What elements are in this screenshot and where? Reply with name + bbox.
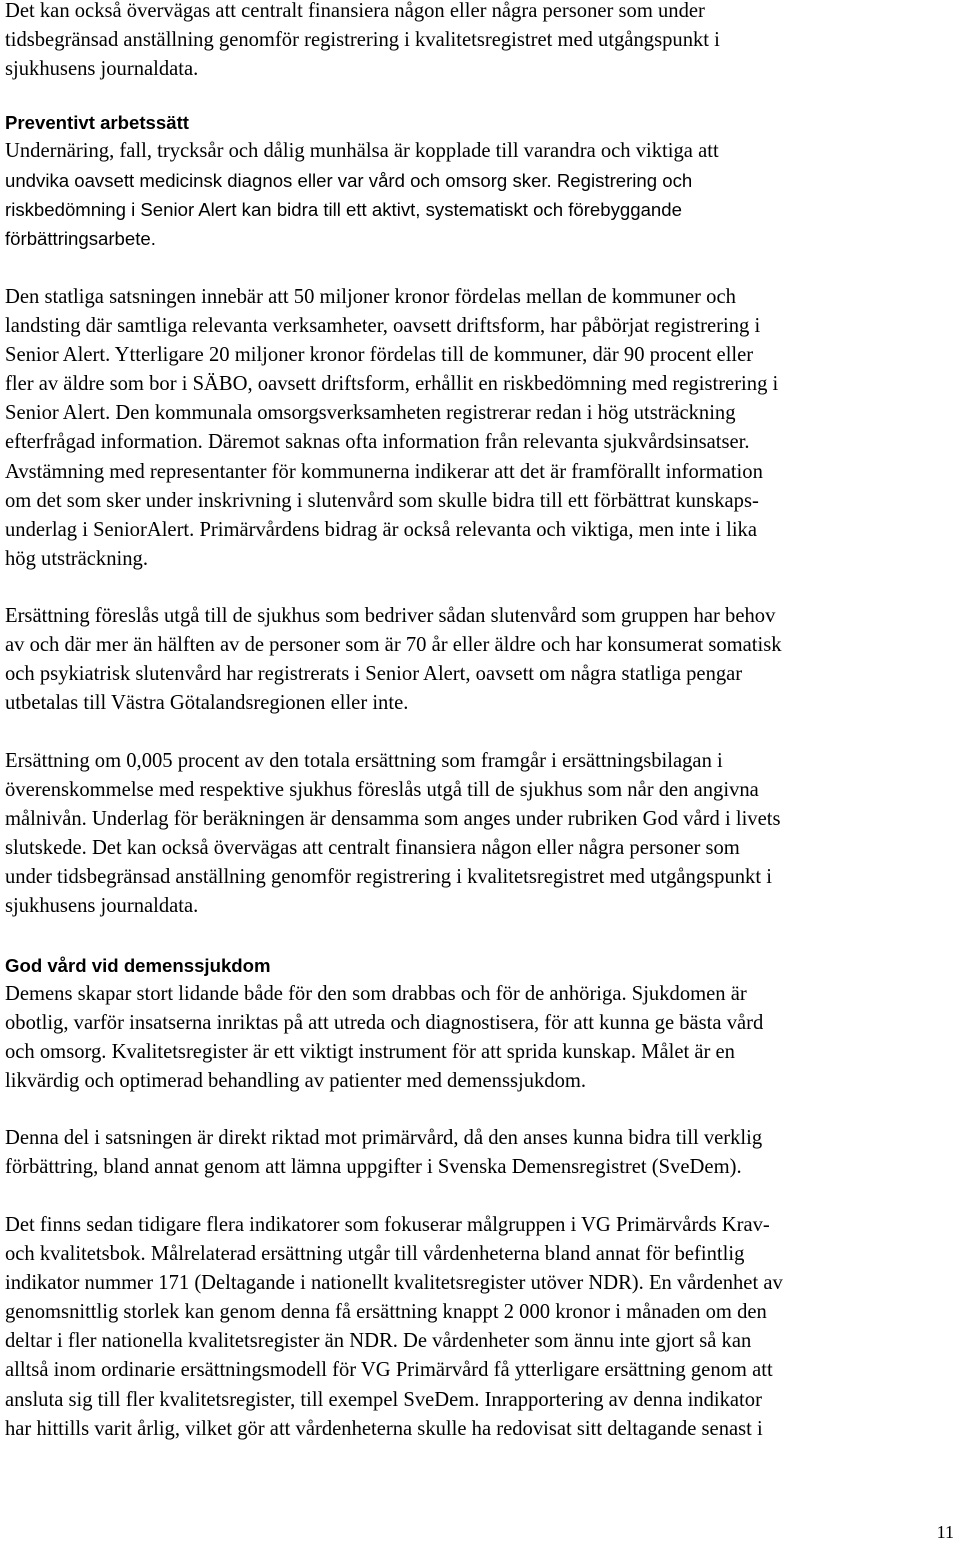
text-line: förbättring, bland annat genom att lämna uppgifter i Svenska Demensregistret (SveDem). xyxy=(5,1156,742,1179)
text-line: och psykiatrisk slutenvård har registrerats i Senior Alert, oavsett om några statliga pengar xyxy=(5,663,743,686)
text-line: underlag i SeniorAlert. Primärvårdens bidrag är också relevanta och viktiga, men inte i lika xyxy=(5,518,757,541)
text-line: förbättringsarbete. xyxy=(5,228,156,250)
text-line: ansluta sig till fler kvalitetsregister, till exempel SveDem. Inrapportering av denna indikator xyxy=(5,1388,762,1411)
text-line: Demens skapar stort lidande både för den som drabbas och för de anhöriga. Sjukdomen är xyxy=(5,983,747,1005)
section-heading-dementia: God vård vid demenssjukdom xyxy=(5,955,271,976)
text-line: målnivån. Underlag för beräkningen är densamma som anges under rubriken God vård i livets xyxy=(5,808,781,831)
intro-paragraph xyxy=(5,0,957,84)
text-line: Denna del i satsningen är direkt riktad mot primärvård, då den anses kunna bidra till verklig xyxy=(5,1127,763,1149)
text-line: Avstämning med representanter för kommunerna indikerar att det är framförallt information xyxy=(5,460,763,483)
text-line: deltar i fler nationella kvalitetsregister än NDR. De vårdenheter som ännu inte gjort så kan xyxy=(5,1330,752,1353)
dementia-paragraph xyxy=(5,980,957,1096)
text-line: indikator nummer 171 (Deltagande i nationellt kvalitetsregister utöver NDR). En vårdenhet av xyxy=(5,1272,783,1295)
text-line: under tidsbegränsad anställning genomför registrering i kvalitetsregistret med utgångspunkt i xyxy=(5,866,772,889)
text-line: sjukhusens journaldata. xyxy=(5,895,199,918)
indicators-paragraph xyxy=(5,1211,957,1444)
preventive-paragraph xyxy=(5,137,957,253)
text-line: Senior Alert. Den kommunala omsorgsverksamheten registrerar redan i hög utsträckning xyxy=(5,402,736,425)
section-heading-preventive: Preventivt arbetssätt xyxy=(5,112,189,133)
text-line: genomsnittlig storlek kan genom denna få ersättning knappt 2 000 kronor i månaden om den xyxy=(5,1301,767,1324)
primary-care-paragraph xyxy=(5,1124,957,1182)
state-investment-paragraph xyxy=(5,283,957,574)
text-line: har hittills varit årlig, vilket gör att vårdenheterna skulle ha redovisat sitt deltagande senast i xyxy=(5,1417,763,1440)
text-line: alltså inom ordinarie ersättningsmodell för VG Primärvård få ytterligare ersättning genom att xyxy=(5,1359,773,1382)
text-line: fler av äldre som bor i SÄBO, oavsett driftsform, erhållit en riskbedömning med registrering i xyxy=(5,373,779,396)
percentage-paragraph xyxy=(5,747,957,922)
compensation-paragraph xyxy=(5,602,957,718)
text-line: likvärdig och optimerad behandling av patienter med demenssjukdom. xyxy=(5,1070,587,1093)
text-line: Senior Alert. Ytterligare 20 miljoner kronor fördelas till de kommuner, där 90 procent eller xyxy=(5,344,754,367)
text-line: undvika oavsett medicinsk diagnos eller var vård och omsorg sker. Registrering och xyxy=(5,170,693,192)
text-line: efterfrågad information. Däremot saknas ofta information från relevanta sjukvårdsinsatser. xyxy=(5,431,750,454)
page-number: 11 xyxy=(936,1522,954,1542)
text-line: utbetalas till Västra Götalandsregionen eller inte. xyxy=(5,692,409,715)
text-line: Undernäring, fall, trycksår och dålig munhälsa är kopplade till varandra och viktiga att xyxy=(5,140,719,162)
text-line: landsting där samtliga relevanta verksamheter, oavsett driftsform, har påbörjat registrering i xyxy=(5,315,761,338)
text-line: Ersättning föreslås utgå till de sjukhus som bedriver sådan slutenvård som gruppen har behov xyxy=(5,605,776,627)
text-line: riskbedömning i Senior Alert kan bidra till ett aktivt, systematiskt och förebyggande xyxy=(5,199,682,221)
text-line: obotlig, varför insatserna inriktas på att utreda och diagnostisera, för att kunna ge bästa vård xyxy=(5,1012,764,1035)
text-line: hög utsträckning. xyxy=(5,547,148,570)
text-line: sjukhusens journaldata. xyxy=(5,58,199,81)
text-line: om det som sker under inskrivning i slutenvård som skulle bidra till ett förbättrat kunskaps- xyxy=(5,489,759,512)
text-line: och omsorg. Kvalitetsregister är ett viktigt instrument för att sprida kunskap. Målet är en xyxy=(5,1041,735,1064)
text-line: Det kan också övervägas att centralt finansiera någon eller några personer som under xyxy=(5,0,705,22)
text-line: av och där mer än hälften av de personer som är 70 år eller äldre och har konsumerat somatisk xyxy=(5,634,782,657)
text-line: och kvalitetsbok. Målrelaterad ersättning utgår till vårdenheterna bland annat för befintlig xyxy=(5,1243,745,1266)
text-line: tidsbegränsad anställning genomför registrering i kvalitetsregistret med utgångspunkt i xyxy=(5,29,720,52)
text-line: överenskommelse med respektive sjukhus föreslås utgå till de sjukhus som når den angivna xyxy=(5,779,759,802)
text-line: Det finns sedan tidigare flera indikatorer som fokuserar målgruppen i VG Primärvårds Krav- xyxy=(5,1214,770,1236)
text-line: Den statliga satsningen innebär att 50 miljoner kronor fördelas mellan de kommuner och xyxy=(5,286,736,308)
text-line: slutskede. Det kan också övervägas att centralt finansiera någon eller några personer som xyxy=(5,837,740,860)
text-line: Ersättning om 0,005 procent av den totala ersättning som framgår i ersättningsbilagan i xyxy=(5,750,723,772)
